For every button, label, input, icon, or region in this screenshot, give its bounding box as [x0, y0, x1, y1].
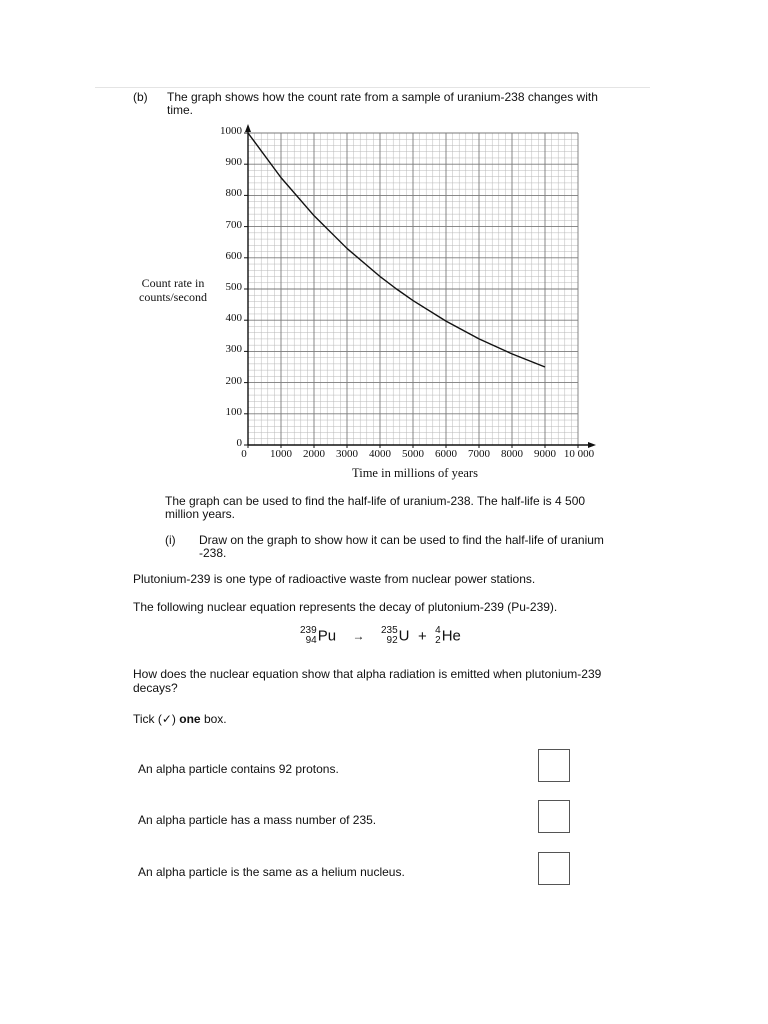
y-tick-label: 200 [225, 374, 242, 387]
option-2-checkbox[interactable] [538, 800, 570, 833]
x-axis-label: Time in millions of years [352, 466, 478, 480]
tick-suffix: box. [200, 712, 227, 726]
equation-intro: The following nuclear equation represents the decay of plutonium-239 (Pu-239). [133, 600, 558, 614]
pu-symbol: Pu [317, 627, 337, 645]
how-line-2: decays? [133, 681, 178, 695]
y-tick-label: 400 [225, 312, 242, 325]
y-tick-label: 0 [236, 437, 242, 449]
option-3-checkbox[interactable] [538, 852, 570, 885]
y-tick-label: 900 [225, 156, 242, 169]
decay-chart [0, 0, 768, 500]
x-tick-label: 6000 [435, 448, 457, 460]
option-1-checkbox[interactable] [538, 749, 570, 782]
u-symbol: U [398, 627, 410, 645]
x-tick-label: 2000 [303, 448, 325, 460]
plutonium-text: Plutonium-239 is one type of radioactive waste from nuclear power stations. [133, 572, 536, 586]
tick-prefix: Tick (✓) [133, 712, 180, 726]
y-axis-label-line1: Count rate in [141, 276, 205, 290]
pu-atomic: 94 [305, 635, 317, 646]
how-line-1: How does the nuclear equation show that alpha radiation is emitted when plutonium-239 [133, 667, 602, 681]
tick-bold: one [179, 712, 201, 726]
y-axis-arrow [245, 124, 251, 132]
u-mass: 235 [380, 625, 398, 636]
y-tick-label: 700 [225, 218, 242, 231]
plus-symbol: + [417, 627, 427, 645]
sub-label: (i) [165, 533, 176, 547]
intro-line-1: The graph shows how the count rate from a sample of uranium-238 changes with [167, 90, 598, 104]
pu-numbers [300, 626, 317, 646]
y-tick-label: 800 [225, 187, 242, 200]
tick-instruction [133, 712, 227, 726]
sub-line-1: Draw on the graph to show how it can be used to find the half-life of uranium [199, 533, 604, 547]
x-tick-label: 10 000 [563, 448, 595, 460]
y-axis-label-line2: counts/second [139, 290, 207, 304]
halflife-line-2: million years. [165, 507, 236, 521]
u-atomic: 92 [386, 635, 398, 646]
y-tick-label: 100 [225, 405, 242, 418]
x-tick-label: 7000 [468, 448, 490, 460]
option-1-label: An alpha particle contains 92 protons. [138, 762, 339, 776]
y-tick-label: 1000 [220, 125, 242, 137]
arrow-symbol: → [352, 629, 365, 643]
option-2-label: An alpha particle has a mass number of 235. [138, 813, 377, 827]
he-symbol: He [441, 627, 461, 645]
x-tick-label: 3000 [336, 448, 358, 460]
x-tick-label: 9000 [534, 448, 556, 460]
pu-mass: 239 [300, 625, 317, 636]
he-numbers [435, 626, 441, 646]
x-tick-label: 5000 [402, 448, 424, 460]
y-tick-label: 500 [225, 281, 242, 293]
sub-line-2: -238. [199, 546, 227, 560]
halflife-line-1: The graph can be used to find the half-life of uranium-238. The half-life is 4 500 [165, 494, 586, 508]
nuclear-equation [300, 626, 461, 646]
decay-curve [248, 133, 545, 367]
y-tick-label: 600 [225, 249, 242, 262]
x-tick-label: 8000 [501, 448, 523, 460]
part-label: (b) [133, 90, 148, 104]
u-numbers [381, 626, 398, 646]
x-tick-label: 1000 [270, 448, 292, 460]
x-tick-label: 0 [241, 448, 247, 460]
he-mass: 4 [435, 625, 441, 636]
intro-line-2: time. [167, 103, 194, 117]
option-3-label: An alpha particle is the same as a helium nucleus. [138, 865, 405, 879]
x-tick-label: 4000 [369, 448, 391, 460]
he-atomic: 2 [435, 635, 441, 646]
y-tick-label: 300 [225, 343, 242, 356]
